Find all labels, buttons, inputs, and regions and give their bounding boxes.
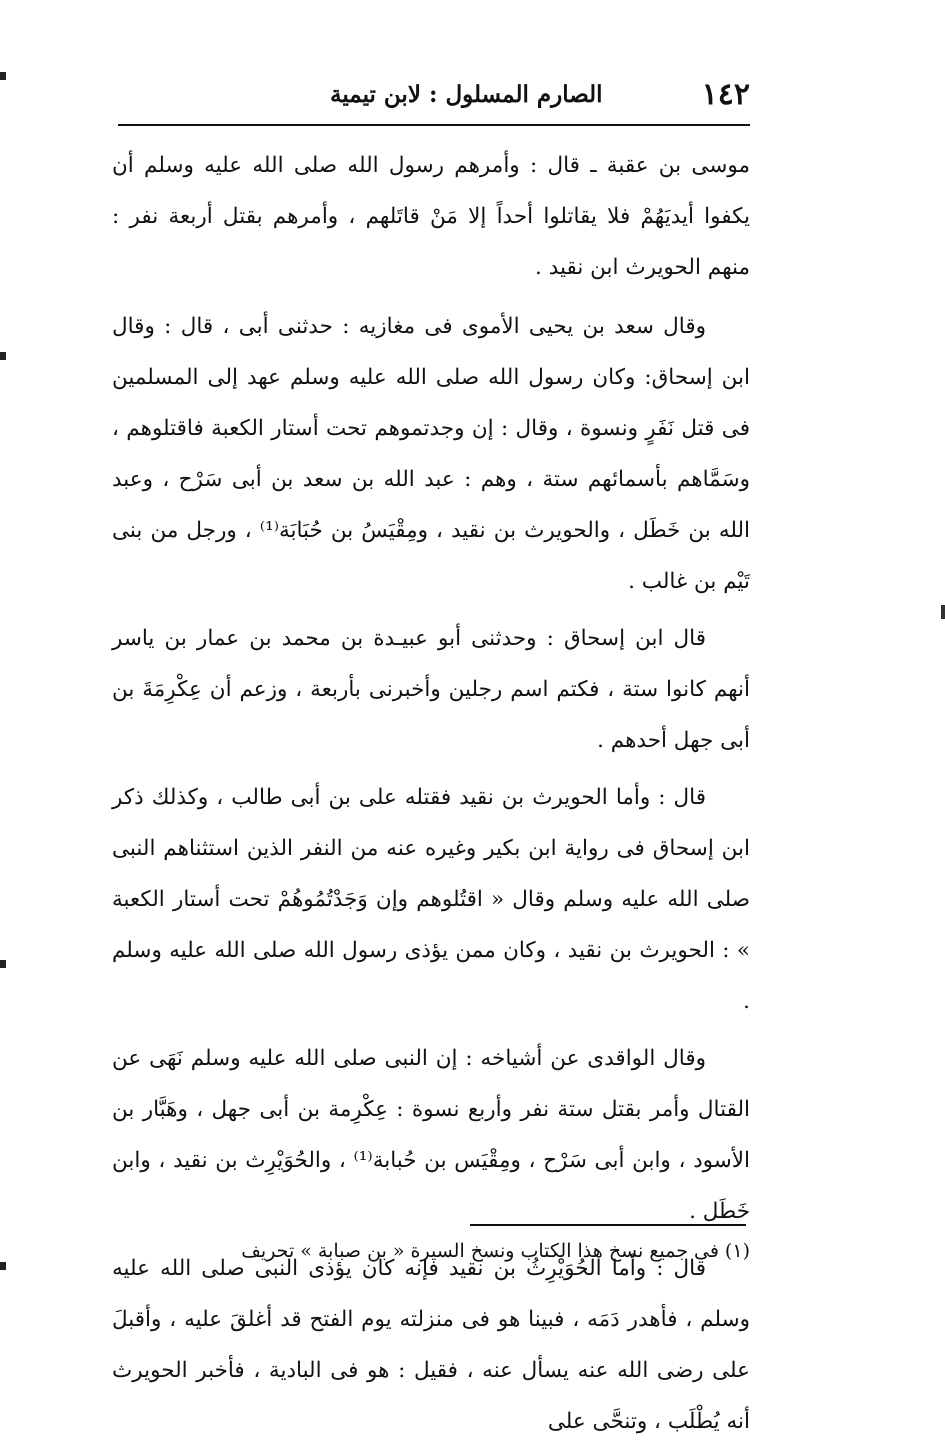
- scan-edge-mark: [0, 72, 6, 80]
- page-header: [120, 70, 750, 118]
- page-number: ١٤٢: [701, 76, 750, 112]
- footnote-rule: [470, 1224, 746, 1226]
- paragraph: قال : وأما الحويرث بن نقيد فقتله على بن أبى طالب ، وكذلك ذكر ابن إسحاق فى رواية ابن بكير وغيره عنه من النفر الذين استثناهم النبى صلى الله عليه وسلم وقال « اقتُلوهم وإن وَجَدْتُمُوهُمْ تحت أستار الكعبة » : الحويرث بن نقيد ، وكان ممن يؤذى رسول الله صلى الله عليه وسلم .: [112, 785, 750, 1014]
- scan-edge-mark: [941, 605, 945, 619]
- paragraph: وقال سعد بن يحيى الأموى فى مغازيه : حدثنى أبى ، قال : وقال ابن إسحاق: وكان رسول الله صلى الله عليه وسلم عهد إلى المسلمين فى قتل نَفَرٍ ونسوة ، وقال : إن وجدتموهم تحت أستار الكعبة فاقتلوهم ، وسَمَّاهم بأسمائهم ستة ، وهم : عبد الله بن سعد بن أبى سَرْح ، وعبد الله بن خَطَل ، والحويرث بن نقيد ، ومِقْيَسُ بن حُبَابَة⁽¹⁾ ، ورجل من بنى تَيْم بن غالب .: [112, 314, 751, 594]
- paragraph: موسى بن عقبة ـ قال : وأمرهم رسول الله صلى الله عليه وسلم أن يكفوا أيديَهُمْ فلا يقاتلوا أحداً إلا مَنْ قاتَلهم ، وأمرهم بقتل أربعة نفر : منهم الحويرث ابن نقيد .: [112, 153, 750, 280]
- paragraph: قال : وأما الحُوَيْرِثُ بن نقيد فإنه كان يؤذى النبى صلى الله عليه وسلم ، فأهدر دَمَه ، فبينا هو فى منزلته يوم الفتح قد أغلقَ عليه ، وأقبلَ على رضى الله عنه يسأل عنه ، فقيل : هو فى البادية ، فأخبر الحويرث أنه يُطْلَب ، وتنحَّى على: [112, 1256, 750, 1434]
- footnote: (١) فى جميع نسخ هذا الكتاب ونسخ السيرة « بن صبابة » تحريف: [241, 1240, 750, 1262]
- running-title: الصارم المسلول : لابن تيمية: [330, 80, 603, 108]
- paragraph: قال ابن إسحاق : وحدثنى أبو عبيـدة بن محمد بن عمار بن ياسر أنهم كانوا ستة ، فكتم اسم رجلين وأخبرنى بأربعة ، وزعم أن عِكْرِمَةَ بن أبى جهل أحدهم .: [112, 626, 750, 753]
- paragraph: وقال الواقدى عن أشياخه : إن النبى صلى الله عليه وسلم نَهَى عن القتال وأمر بقتل ستة نفر وأربع نسوة : عِكْرِمة بن أبى جهل ، وهَبَّار بن الأسود ، وابن أبى سَرْح ، ومِقْيَس بن حُبابة⁽¹⁾ ، والحُوَيْرِث بن نقيد ، وابن خَطَل .: [112, 1046, 750, 1224]
- scan-edge-mark: [0, 960, 6, 968]
- scan-edge-mark: [0, 1262, 6, 1270]
- header-rule: [118, 124, 750, 126]
- scan-edge-mark: [0, 352, 6, 360]
